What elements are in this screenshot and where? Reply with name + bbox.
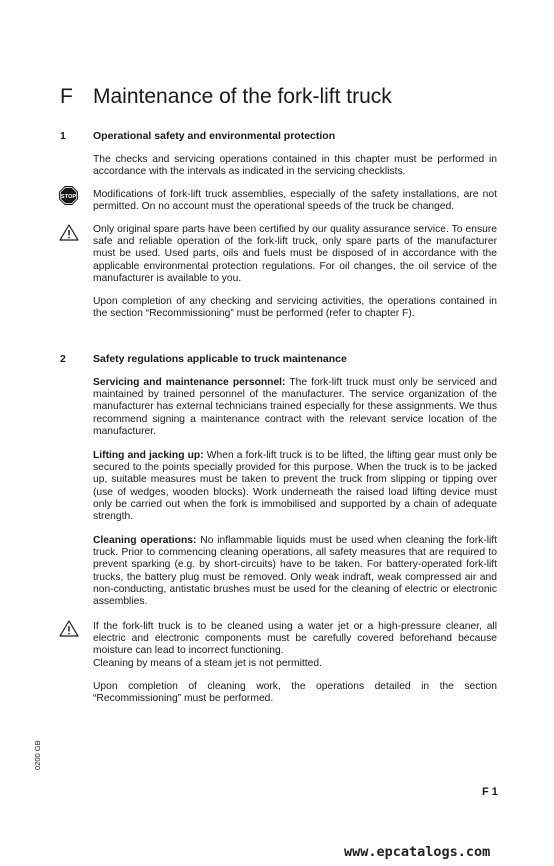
warning-icon [59, 620, 79, 642]
section-2-number: 2 [60, 353, 66, 365]
section-2-paragraph-cleaning [93, 535, 497, 608]
page-number: F 1 [482, 786, 498, 798]
section-1-paragraph-4: Upon completion of any checking and servicing activities, the operations contained in the section “Recommissioning” must be performed (refer to chapter F). [93, 296, 497, 320]
section-1-paragraph-2: Modifications of fork-lift truck assemblies, especially of the safety installations, are not permitted. On no account must the operational speeds of the truck be changed. [93, 189, 497, 213]
section-2-paragraph-lifting [93, 450, 497, 523]
personnel-body: The fork-lift truck must only be serviced and maintained by trained personnel of the manufacturer. The service organization of the manufacturer has external technicians trained especially for these assignments. We thus recommend signing a maintenance contract with the relevant service location of the manufacturer. [93, 377, 497, 437]
section-1-paragraph-3: Only original spare parts have been certified by our quality assurance service. To ensure safe and reliable operation of the fork-lift truck, only spare parts of the manufacturer must be used. Used parts, oils and fuels must be disposed of in accordance with the applicable environmental protection regulations. For oil changes, the oil service of the manufacturer is available to you. [93, 224, 497, 284]
lifting-body: When a fork-lift truck is to be lifted, the lifting gear must only be secured to the points specially provided for this purpose. When the truck is to be jacked up, suitable measures must be taken to prevent the truck from slipping or tipping over (use of wedges, wooden blocks). Work underneath the raised load lifting device must only be carried out when the fork is immobilised and supported by a chain of adequate strength. [93, 450, 497, 523]
chapter-letter: F [60, 85, 73, 108]
section-1-number: 1 [60, 130, 66, 142]
section-2-paragraph-personnel [93, 377, 497, 438]
lifting-lead: Lifting and jacking up: [93, 450, 204, 461]
svg-text:STOP: STOP [60, 193, 77, 200]
section-1-title: Operational safety and environmental protection [93, 130, 336, 142]
section-2-title: Safety regulations applicable to truck maintenance [93, 353, 347, 365]
cleaning-lead: Cleaning operations: [93, 535, 197, 546]
cleaning-body: No inflammable liquids must be used when cleaning the fork-lift truck. Prior to commencing cleaning operations, all safety measures that are required to prevent sparking (e.g. by short-circuits) have to be taken. For battery-operated fork-lift trucks, the battery plug must be removed. Only weak indraft, weak compressed air and non-conducting, antistatic brushes must be used for the cleaning of electric or electronic assemblies. [93, 535, 498, 608]
section-2-paragraph-water-jet [93, 621, 497, 670]
personnel-lead: Servicing and maintenance personnel: [93, 377, 286, 388]
section-1-paragraph-1: The checks and servicing operations contained in this chapter must be performed in accordance with the intervals as indicated in the servicing checklists. [93, 154, 497, 178]
water-jet-text: If the fork-lift truck is to be cleaned using a water jet or a high-pressure cleaner, all electric and electronic components must be carefully covered beforehand because moisture can lead to incorrect functioning. [93, 621, 497, 657]
watermark: www.epcatalogs.com [344, 844, 491, 860]
chapter-title: Maintenance of the fork-lift truck [93, 85, 392, 108]
stop-icon [59, 186, 78, 210]
warning-icon [59, 224, 79, 246]
document-code: 0200 GB [33, 740, 42, 770]
section-2-paragraph-recommissioning: Upon completion of cleaning work, the operations detailed in the section “Recommissioning” must be performed. [93, 681, 497, 705]
steam-jet-text: Cleaning by means of a steam jet is not permitted. [93, 657, 322, 669]
